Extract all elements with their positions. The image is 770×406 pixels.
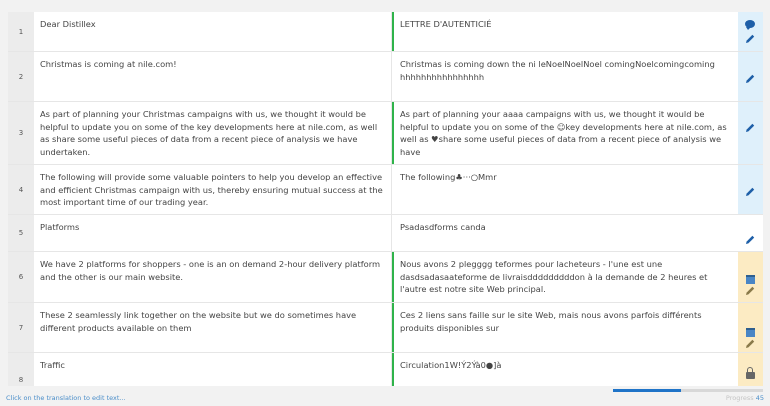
segment-status xyxy=(738,252,763,302)
pencil-icon[interactable] xyxy=(744,122,756,134)
pencil-icon[interactable] xyxy=(744,33,756,45)
segment-number: 6 xyxy=(8,252,34,302)
segment-status xyxy=(738,102,763,164)
progress-label: Progress xyxy=(725,394,754,402)
target-text[interactable]: The following♣···○Mmr xyxy=(400,172,497,182)
segment-status xyxy=(738,303,763,352)
edit-hint: Click on the translation to edit text... xyxy=(6,394,126,402)
comment-icon[interactable] xyxy=(744,18,756,30)
pencil-icon[interactable] xyxy=(744,186,756,198)
segment-row xyxy=(8,165,763,215)
segment-number: 1 xyxy=(8,12,34,51)
source-text: The following will provide some valuable pointers to help you develop an effective and efficient Christmas campaign with us, thereby ensuring mutual success at the most important time of our trading year. xyxy=(40,172,383,207)
target-text[interactable]: Ces 2 liens sans faille sur le site Web, mais nous avons parfois différents produits disponibles sur xyxy=(392,303,738,352)
segment-status xyxy=(738,353,763,386)
source-text: We have 2 platforms for shoppers - one is an on demand 2-hour delivery platform and the other is our main website. xyxy=(40,259,381,282)
segment-status xyxy=(738,215,763,251)
pencil-icon[interactable] xyxy=(744,234,756,246)
translation-editor xyxy=(8,12,763,386)
target-text[interactable]: As part of planning your aaaa campaigns with us, we thought it would be helpful to update you on some of the ☺key developments here at nile.com, as well as ♥share some useful pieces of data from a recent piece of analysis we have xyxy=(392,102,738,164)
segment-number: 7 xyxy=(8,303,34,352)
source-text: These 2 seamlessly link together on the website but we do sometimes have different products available on them xyxy=(40,310,357,333)
segment-status xyxy=(738,52,763,101)
target-text[interactable]: Circulation1W!Ý2Ýà0●]à xyxy=(392,353,738,386)
pencil-icon[interactable] xyxy=(744,338,756,350)
tm-match-icon[interactable] xyxy=(744,273,756,285)
source-text: Platforms xyxy=(40,222,80,232)
progress-value: 45 xyxy=(755,394,764,402)
source-text: Traffic xyxy=(40,360,65,370)
segment-row xyxy=(8,353,763,386)
pencil-icon[interactable] xyxy=(744,73,756,85)
target-text[interactable]: Nous avons 2 plegggg teformes pour lacheteurs - l'une est une dasdsadasaateforme de livraisdddddddddon à la demande de 2 heures et l'autre est notre site Web principal. xyxy=(392,252,738,302)
source-text: Dear Distillex xyxy=(40,19,96,29)
source-text: As part of planning your Christmas campaigns with us, we thought it would be helpful to update you on some of the key developments here at nile.com, as well as share some useful pieces of data from a recent piece of analysis we have undertaken. xyxy=(40,109,378,157)
lock-icon[interactable] xyxy=(744,368,756,380)
segment-row xyxy=(8,52,763,102)
progress-bar xyxy=(613,389,763,392)
segment-row xyxy=(8,303,763,353)
segment-row xyxy=(8,12,763,52)
target-text[interactable]: Christmas is coming down the ni leNoelNoelNoel comingNoelcomingcoming hhhhhhhhhhhhhhhh xyxy=(400,59,715,82)
segment-number: 8 xyxy=(8,353,34,386)
tm-match-icon[interactable] xyxy=(744,326,756,338)
progress-bar-fill xyxy=(613,389,681,392)
segment-status xyxy=(738,12,763,51)
segment-number: 3 xyxy=(8,102,34,164)
segment-row xyxy=(8,215,763,252)
segment-number: 2 xyxy=(8,52,34,101)
pencil-icon[interactable] xyxy=(744,285,756,297)
segment-number: 5 xyxy=(8,215,34,251)
segment-row xyxy=(8,252,763,303)
source-text: Christmas is coming at nile.com! xyxy=(40,59,177,69)
segment-number: 4 xyxy=(8,165,34,214)
progress-readout xyxy=(726,394,764,402)
segment-row xyxy=(8,102,763,165)
target-text[interactable]: Psadasdforms canda xyxy=(400,222,486,232)
target-text[interactable]: LETTRE D'AUTENTICIÉ xyxy=(392,12,738,51)
segment-status xyxy=(738,165,763,214)
